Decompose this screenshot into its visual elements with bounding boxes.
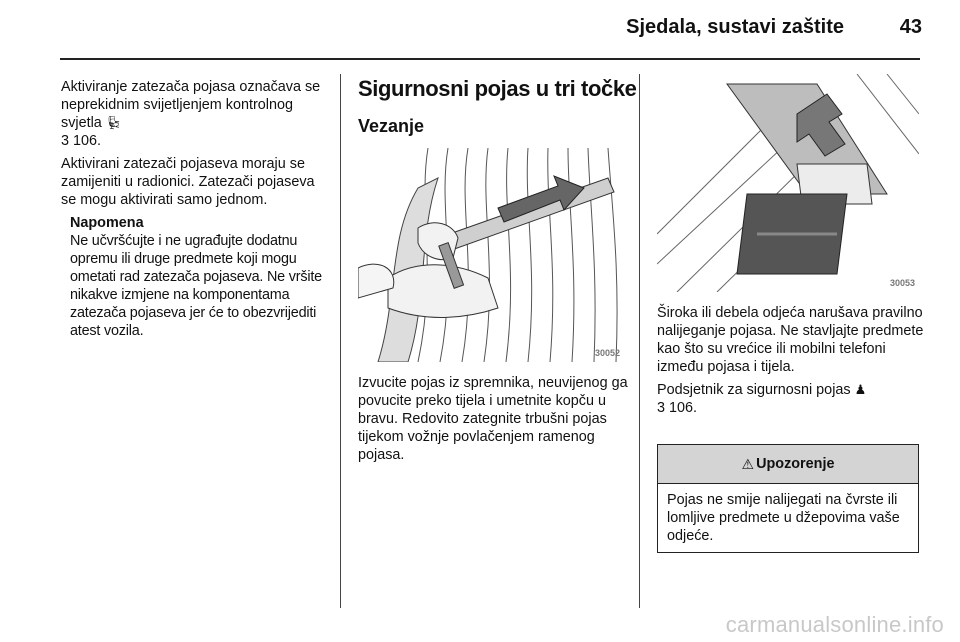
seatbelt-pretensioner-icon: 💺︎ xyxy=(105,115,123,130)
column-divider-left xyxy=(340,74,341,608)
figure-fastening-belt xyxy=(358,148,624,362)
subsection-title: Vezanje xyxy=(358,116,425,136)
column-divider-right xyxy=(639,74,640,608)
warning-triangle-icon: ⚠ xyxy=(741,455,755,472)
page-reference-link[interactable]: 106. xyxy=(669,400,698,416)
watermark: carmanualsonline.info xyxy=(725,612,944,637)
warning-body: Pojas ne smije nalijegati na čvrste ili lomljive predmete u džepovima vaše odjeće. xyxy=(667,492,900,544)
page-reference-link[interactable]: 106. xyxy=(73,133,102,149)
clothing-paragraph: Široka ili debela odjeća narušava pravilno nalijeganje pojasa. Ne stavljajte predmete kao što su vrećice ili mobilni telefoni između pojasa i tijela. xyxy=(657,305,924,375)
reminder-paragraph: Podsjetnik za sigurnosni pojas ♟︎ 3 106. xyxy=(657,382,867,416)
seatbelt-buckle-illustration xyxy=(657,74,919,292)
page-number: 43 xyxy=(899,16,922,38)
header-divider xyxy=(60,58,920,60)
figure-number: 30052 xyxy=(594,348,620,358)
pretensioner-replacement-paragraph: Aktivirani zatezači pojaseva moraju se zamijeniti u radionici. Zatezači pojaseva se mogu aktivirati samo jednom. xyxy=(61,156,315,208)
warning-header xyxy=(658,445,918,484)
pretensioner-activation-paragraph: Aktiviranje zatezača pojasa označava se neprekidnim svijetljenjem kontrolnog svjetla 💺︎ 3 106. xyxy=(61,79,321,149)
figure-buckle-latch xyxy=(657,74,919,292)
fastening-instructions: Izvucite pojas iz spremnika, neuvijenog ga povucite preko tijela i umetnite kopču u bravu. Redovito zategnite trbušni pojas tijekom vožnje povlačenjem ramenog pojasa. xyxy=(358,375,628,463)
note-heading: Napomena xyxy=(70,215,144,231)
note-body: Ne učvršćujte i ne ugrađujte dodatnu opremu ili druge predmete koji mogu ometati rad zatezača pojaseva. Ne vršite nikakve izmjene na komponentama zatezača pojaseva jer će to obezvrijediti atest vozila. xyxy=(70,233,322,339)
running-header-title: Sjedala, sustavi zaštite xyxy=(626,16,844,38)
reference-arrow-icon: 3 xyxy=(657,400,666,416)
column-1 xyxy=(61,78,333,340)
figure-number: 30053 xyxy=(889,278,915,288)
warning-box xyxy=(657,444,919,553)
seatbelt-fastening-illustration xyxy=(358,148,624,362)
warning-heading: Upozorenje xyxy=(756,456,835,472)
note-block xyxy=(70,214,333,340)
section-title: Sigurnosni pojas u tri točke xyxy=(358,76,637,101)
reference-arrow-icon: 3 xyxy=(61,133,70,149)
seatbelt-reminder-icon: ♟︎ xyxy=(854,382,867,397)
column-3-text xyxy=(657,304,925,422)
